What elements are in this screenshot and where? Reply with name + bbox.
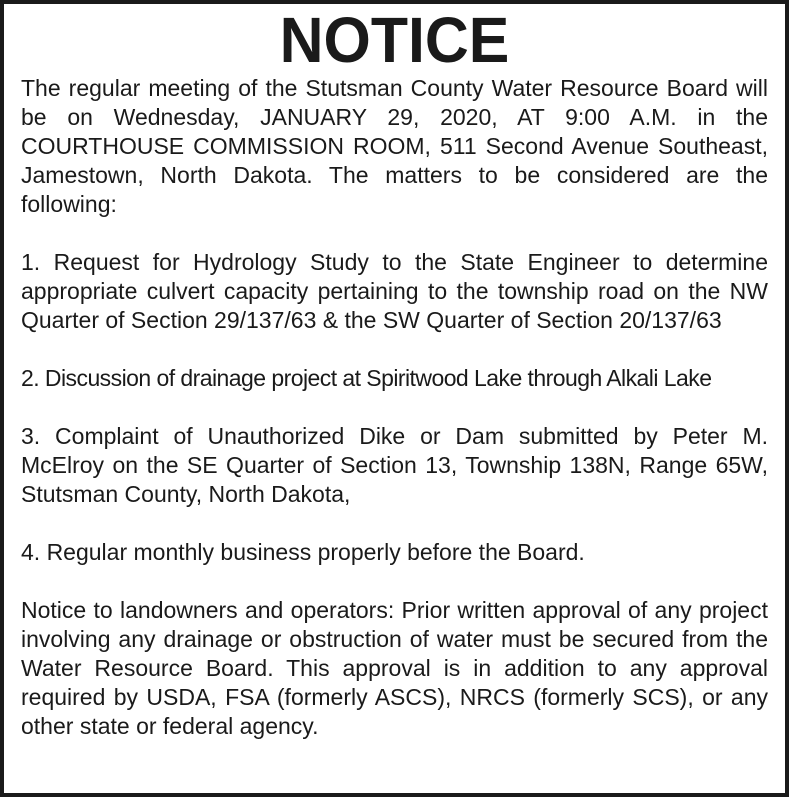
agenda-item-4: 4. Regular monthly business properly before the Board. xyxy=(21,539,585,565)
agenda-item-1: 1. Request for Hydrology Study to the State Engineer to determine appropriate culvert capacity pertaining to the township road on the NW Quarter of Section 29/137/63 & the SW Quarter of Section 20/137/63 xyxy=(21,249,768,333)
agenda-item-2: 2. Discussion of drainage project at Spiritwood Lake through Alkali Lake xyxy=(21,365,712,391)
meeting-announcement: The regular meeting of the Stutsman County Water Resource Board will be on Wednesday, JANUARY 29, 2020, AT 9:00 A.M. in the COURTHOUSE COMMISSION ROOM, 511 Second Avenue Southeast, Jamestown, North Dakota. The matters to be considered are the following: xyxy=(21,75,768,217)
landowner-notice: Notice to landowners and operators: Prior written approval of any project involving any drainage or obstruction of water must be secured from the Water Resource Board. This approval is in addition to any approval required by USDA, FSA (formerly ASCS), NRCS (formerly SCS), or any other state or federal agency. xyxy=(21,597,768,739)
notice-title: NOTICE xyxy=(279,4,510,76)
agenda-item-3: 3. Complaint of Unauthorized Dike or Dam submitted by Peter M. McElroy on the SE Quarter of Section 13, Township 138N, Range 65W, Stutsman County, North Dakota, xyxy=(21,423,768,507)
